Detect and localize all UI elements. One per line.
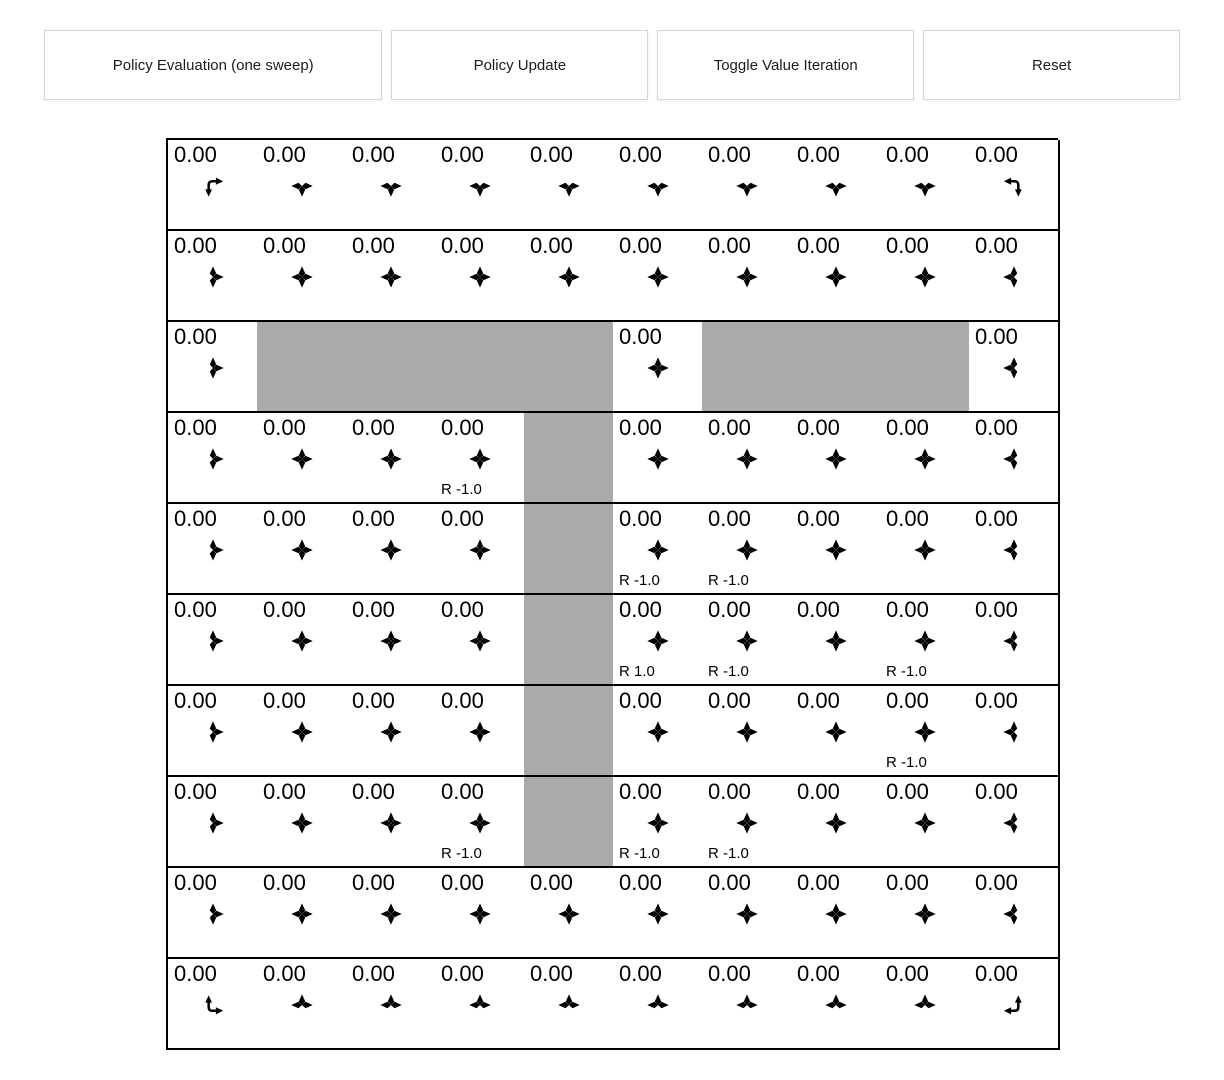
cell-value: 0.00: [797, 779, 840, 804]
policy-evaluation-button[interactable]: Policy Evaluation (one sweep): [44, 30, 382, 100]
policy-arrows-up-down-left-icon: [1001, 719, 1027, 745]
cell-value: 0.00: [708, 870, 751, 895]
cell-value: 0.00: [886, 233, 929, 258]
policy-arrows-up-down-left-right-icon: [556, 901, 582, 927]
grid-cell[interactable]: [524, 231, 615, 322]
cell-value: 0.00: [708, 597, 751, 622]
policy-arrows-up-down-left-right-icon: [289, 719, 315, 745]
policy-arrows-up-down-left-right-icon: [734, 446, 760, 472]
cell-value: 0.00: [174, 870, 217, 895]
wall-cell[interactable]: [880, 322, 971, 413]
policy-arrows-up-down-left-right-icon: [823, 537, 849, 563]
grid-cell[interactable]: [613, 504, 704, 595]
grid-cell[interactable]: [791, 140, 882, 231]
policy-arrows-up-down-left-icon: [1001, 537, 1027, 563]
policy-arrows-up-down-left-right-icon: [378, 901, 404, 927]
wall-cell[interactable]: [346, 322, 437, 413]
policy-arrows-up-down-left-right-icon: [823, 901, 849, 927]
grid-cell[interactable]: [257, 413, 348, 504]
cell-value: 0.00: [530, 233, 573, 258]
policy-arrows-down-left-right-icon: [378, 173, 404, 199]
cell-value: 0.00: [441, 415, 484, 440]
policy-arrows-up-down-left-right-icon: [467, 264, 493, 290]
gridworld: [166, 138, 1058, 1050]
grid-cell[interactable]: [168, 322, 259, 413]
policy-arrows-up-left-right-icon: [734, 992, 760, 1018]
cell-value: 0.00: [263, 597, 306, 622]
policy-arrows-up-down-right-icon: [200, 810, 226, 836]
policy-arrows-up-down-left-right-icon: [734, 264, 760, 290]
policy-arrows-up-down-right-icon: [200, 446, 226, 472]
reward-label: R 1.0: [619, 663, 655, 680]
grid-cell[interactable]: [257, 595, 348, 686]
toggle-value-iteration-button[interactable]: Toggle Value Iteration: [657, 30, 914, 100]
policy-arrows-down-left-right-icon: [645, 173, 671, 199]
cell-value: 0.00: [797, 597, 840, 622]
policy-arrows-up-left-right-icon: [912, 992, 938, 1018]
cell-value: 0.00: [886, 961, 929, 986]
cell-value: 0.00: [174, 233, 217, 258]
grid-cell[interactable]: [168, 686, 259, 777]
grid-cell[interactable]: [168, 595, 259, 686]
policy-arrows-up-down-left-right-icon: [734, 719, 760, 745]
cell-value: 0.00: [975, 961, 1018, 986]
grid-cell[interactable]: [435, 140, 526, 231]
grid-cell[interactable]: [702, 140, 793, 231]
policy-arrows-down-left-icon: [1000, 173, 1027, 200]
grid-cell[interactable]: [880, 868, 971, 959]
grid-cell[interactable]: [613, 777, 704, 868]
grid-cell[interactable]: [613, 595, 704, 686]
reward-label: R -1.0: [708, 845, 749, 862]
grid-cell[interactable]: [880, 231, 971, 322]
cell-value: 0.00: [263, 506, 306, 531]
grid-cell[interactable]: [702, 413, 793, 504]
policy-arrows-up-down-left-right-icon: [912, 628, 938, 654]
cell-value: 0.00: [708, 506, 751, 531]
policy-arrows-up-left-right-icon: [467, 992, 493, 1018]
grid-cell[interactable]: [168, 140, 259, 231]
cell-value: 0.00: [619, 142, 662, 167]
reset-button[interactable]: Reset: [923, 30, 1180, 100]
grid-cell[interactable]: [880, 504, 971, 595]
policy-arrows-up-down-left-right-icon: [467, 719, 493, 745]
grid-cell[interactable]: [346, 231, 437, 322]
cell-value: 0.00: [263, 779, 306, 804]
grid-cell[interactable]: [257, 140, 348, 231]
cell-value: 0.00: [886, 688, 929, 713]
cell-value: 0.00: [619, 688, 662, 713]
cell-value: 0.00: [441, 870, 484, 895]
policy-arrows-up-down-left-right-icon: [378, 537, 404, 563]
grid-cell[interactable]: [791, 231, 882, 322]
policy-arrows-up-down-left-right-icon: [378, 719, 404, 745]
policy-arrows-up-down-left-right-icon: [734, 537, 760, 563]
grid-cell[interactable]: [257, 504, 348, 595]
grid-cell[interactable]: [257, 868, 348, 959]
grid-cell[interactable]: [257, 959, 348, 1050]
cell-value: 0.00: [530, 961, 573, 986]
cell-value: 0.00: [174, 688, 217, 713]
grid-cell[interactable]: [613, 231, 704, 322]
policy-arrows-up-down-left-right-icon: [467, 901, 493, 927]
policy-arrows-up-down-left-right-icon: [467, 628, 493, 654]
cell-value: 0.00: [441, 688, 484, 713]
cell-value: 0.00: [352, 779, 395, 804]
cell-value: 0.00: [797, 961, 840, 986]
policy-arrows-up-down-left-right-icon: [289, 628, 315, 654]
cell-value: 0.00: [708, 961, 751, 986]
cell-value: 0.00: [263, 142, 306, 167]
grid-cell[interactable]: [880, 686, 971, 777]
cell-value: 0.00: [797, 506, 840, 531]
grid-cell[interactable]: [880, 959, 971, 1050]
cell-value: 0.00: [619, 233, 662, 258]
cell-value: 0.00: [263, 961, 306, 986]
policy-arrows-up-down-left-right-icon: [823, 264, 849, 290]
policy-arrows-up-down-left-icon: [1001, 901, 1027, 927]
cell-value: 0.00: [263, 415, 306, 440]
grid-cell[interactable]: [168, 231, 259, 322]
grid-cell[interactable]: [880, 595, 971, 686]
grid-cell[interactable]: [346, 595, 437, 686]
grid-cell[interactable]: [346, 868, 437, 959]
policy-arrows-up-down-left-right-icon: [467, 810, 493, 836]
policy-arrows-up-down-left-right-icon: [734, 901, 760, 927]
cell-value: 0.00: [174, 597, 217, 622]
policy-arrows-up-down-left-right-icon: [645, 355, 671, 381]
policy-arrows-up-down-left-right-icon: [645, 537, 671, 563]
cell-value: 0.00: [263, 870, 306, 895]
policy-arrows-down-left-right-icon: [289, 173, 315, 199]
grid-cell[interactable]: [168, 777, 259, 868]
cell-value: 0.00: [441, 233, 484, 258]
wall-cell[interactable]: [524, 595, 615, 686]
grid-cell[interactable]: [346, 504, 437, 595]
cell-value: 0.00: [708, 779, 751, 804]
cell-value: 0.00: [975, 233, 1018, 258]
policy-arrows-up-down-left-icon: [1001, 810, 1027, 836]
cell-value: 0.00: [352, 233, 395, 258]
cell-value: 0.00: [975, 870, 1018, 895]
cell-value: 0.00: [441, 597, 484, 622]
cell-value: 0.00: [619, 779, 662, 804]
cell-value: 0.00: [174, 415, 217, 440]
policy-arrows-up-down-left-icon: [1001, 264, 1027, 290]
grid-cell[interactable]: [168, 868, 259, 959]
grid-cell[interactable]: [613, 413, 704, 504]
grid-cell[interactable]: [702, 595, 793, 686]
cell-value: 0.00: [975, 597, 1018, 622]
grid-cell[interactable]: [524, 140, 615, 231]
policy-arrows-up-down-left-right-icon: [734, 810, 760, 836]
policy-arrows-up-down-left-right-icon: [645, 264, 671, 290]
policy-arrows-up-down-left-right-icon: [912, 264, 938, 290]
policy-arrows-up-down-right-icon: [200, 264, 226, 290]
cell-value: 0.00: [975, 324, 1018, 349]
grid-cell[interactable]: [791, 777, 882, 868]
policy-arrows-up-down-left-right-icon: [823, 628, 849, 654]
grid-cell[interactable]: [613, 322, 704, 413]
policy-arrows-up-down-left-right-icon: [378, 264, 404, 290]
cell-value: 0.00: [797, 415, 840, 440]
grid-cell[interactable]: [435, 686, 526, 777]
cell-value: 0.00: [352, 506, 395, 531]
grid-cell[interactable]: [435, 959, 526, 1050]
policy-arrows-up-down-left-right-icon: [467, 446, 493, 472]
wall-cell[interactable]: [524, 686, 615, 777]
cell-value: 0.00: [352, 142, 395, 167]
policy-arrows-up-down-left-right-icon: [378, 628, 404, 654]
grid-cell[interactable]: [791, 686, 882, 777]
grid-cell[interactable]: [702, 959, 793, 1050]
cell-value: 0.00: [708, 142, 751, 167]
cell-value: 0.00: [174, 324, 217, 349]
cell-value: 0.00: [174, 779, 217, 804]
reward-label: R -1.0: [619, 572, 660, 589]
wall-cell[interactable]: [524, 413, 615, 504]
policy-arrows-up-right-icon: [199, 992, 226, 1019]
policy-arrows-up-down-left-right-icon: [378, 446, 404, 472]
policy-arrows-up-down-left-right-icon: [289, 901, 315, 927]
wall-cell[interactable]: [791, 322, 882, 413]
grid-cell[interactable]: [791, 504, 882, 595]
cell-value: 0.00: [797, 688, 840, 713]
cell-value: 0.00: [886, 779, 929, 804]
grid-cell[interactable]: [969, 231, 1060, 322]
wall-cell[interactable]: [702, 322, 793, 413]
cell-value: 0.00: [886, 597, 929, 622]
reward-label: R -1.0: [619, 845, 660, 862]
reward-label: R -1.0: [708, 663, 749, 680]
grid-cell[interactable]: [969, 686, 1060, 777]
cell-value: 0.00: [797, 870, 840, 895]
reward-label: R -1.0: [441, 481, 482, 498]
policy-arrows-up-down-left-right-icon: [912, 719, 938, 745]
grid-cell[interactable]: [969, 504, 1060, 595]
grid-cell[interactable]: [969, 322, 1060, 413]
policy-arrows-up-down-left-right-icon: [289, 810, 315, 836]
cell-value: 0.00: [441, 142, 484, 167]
cell-value: 0.00: [886, 506, 929, 531]
grid-cell[interactable]: [435, 413, 526, 504]
grid-cell[interactable]: [346, 959, 437, 1050]
wall-cell[interactable]: [257, 322, 348, 413]
policy-arrows-up-down-left-right-icon: [823, 446, 849, 472]
reward-label: R -1.0: [708, 572, 749, 589]
cell-value: 0.00: [619, 961, 662, 986]
cell-value: 0.00: [441, 961, 484, 986]
toolbar: [44, 30, 1180, 100]
policy-update-button[interactable]: Policy Update: [391, 30, 648, 100]
grid-cell[interactable]: [346, 140, 437, 231]
policy-arrows-up-down-left-right-icon: [467, 537, 493, 563]
reward-label: R -1.0: [886, 754, 927, 771]
grid-cell[interactable]: [702, 868, 793, 959]
policy-arrows-down-left-right-icon: [467, 173, 493, 199]
policy-arrows-up-down-left-right-icon: [289, 264, 315, 290]
cell-value: 0.00: [530, 142, 573, 167]
policy-arrows-up-down-left-right-icon: [823, 719, 849, 745]
grid-cell[interactable]: [613, 140, 704, 231]
policy-arrows-up-left-right-icon: [645, 992, 671, 1018]
grid-cell[interactable]: [880, 140, 971, 231]
cell-value: 0.00: [886, 415, 929, 440]
policy-arrows-up-down-left-right-icon: [823, 810, 849, 836]
policy-arrows-up-down-left-icon: [1001, 628, 1027, 654]
cell-value: 0.00: [263, 233, 306, 258]
cell-value: 0.00: [708, 233, 751, 258]
policy-arrows-up-down-left-right-icon: [734, 628, 760, 654]
grid-cell[interactable]: [257, 231, 348, 322]
grid-cell[interactable]: [969, 595, 1060, 686]
cell-value: 0.00: [619, 506, 662, 531]
cell-value: 0.00: [975, 142, 1018, 167]
policy-arrows-up-down-left-right-icon: [645, 628, 671, 654]
policy-arrows-up-down-left-right-icon: [289, 446, 315, 472]
policy-arrows-up-down-left-right-icon: [378, 810, 404, 836]
cell-value: 0.00: [174, 142, 217, 167]
cell-value: 0.00: [708, 688, 751, 713]
cell-value: 0.00: [441, 506, 484, 531]
grid-cell[interactable]: [257, 777, 348, 868]
grid-cell[interactable]: [435, 868, 526, 959]
grid-cell[interactable]: [168, 959, 259, 1050]
policy-arrows-up-down-left-right-icon: [645, 901, 671, 927]
cell-value: 0.00: [619, 870, 662, 895]
policy-arrows-up-left-right-icon: [378, 992, 404, 1018]
policy-arrows-down-left-right-icon: [556, 173, 582, 199]
policy-arrows-up-down-left-right-icon: [645, 446, 671, 472]
grid-cell[interactable]: [969, 140, 1060, 231]
policy-arrows-up-left-right-icon: [289, 992, 315, 1018]
wall-cell[interactable]: [435, 322, 526, 413]
cell-value: 0.00: [352, 688, 395, 713]
policy-arrows-up-down-left-right-icon: [912, 810, 938, 836]
policy-arrows-down-left-right-icon: [734, 173, 760, 199]
grid-cell[interactable]: [168, 504, 259, 595]
grid-cell[interactable]: [702, 777, 793, 868]
policy-arrows-up-down-left-icon: [1001, 355, 1027, 381]
policy-arrows-up-down-left-right-icon: [556, 264, 582, 290]
cell-value: 0.00: [263, 688, 306, 713]
cell-value: 0.00: [975, 779, 1018, 804]
cell-value: 0.00: [886, 870, 929, 895]
policy-arrows-up-left-right-icon: [823, 992, 849, 1018]
wall-cell[interactable]: [524, 504, 615, 595]
grid-cell[interactable]: [880, 777, 971, 868]
grid-cell[interactable]: [346, 413, 437, 504]
policy-arrows-up-down-right-icon: [200, 355, 226, 381]
cell-value: 0.00: [441, 779, 484, 804]
cell-value: 0.00: [352, 961, 395, 986]
grid-cell[interactable]: [346, 777, 437, 868]
grid-cell[interactable]: [791, 413, 882, 504]
policy-arrows-up-down-right-icon: [200, 901, 226, 927]
grid-cell[interactable]: [524, 868, 615, 959]
grid-cell[interactable]: [168, 413, 259, 504]
wall-cell[interactable]: [524, 322, 615, 413]
grid-cell[interactable]: [257, 686, 348, 777]
policy-arrows-down-left-right-icon: [912, 173, 938, 199]
grid-cell[interactable]: [435, 595, 526, 686]
grid-cell[interactable]: [613, 959, 704, 1050]
grid-cell[interactable]: [702, 504, 793, 595]
reward-label: R -1.0: [441, 845, 482, 862]
grid-cell[interactable]: [791, 959, 882, 1050]
policy-arrows-up-down-right-icon: [200, 719, 226, 745]
cell-value: 0.00: [174, 961, 217, 986]
grid-cell[interactable]: [613, 686, 704, 777]
grid-cell[interactable]: [880, 413, 971, 504]
policy-arrows-up-down-left-right-icon: [912, 537, 938, 563]
grid-cell[interactable]: [791, 595, 882, 686]
cell-value: 0.00: [797, 142, 840, 167]
policy-arrows-up-down-left-right-icon: [645, 719, 671, 745]
grid-cell[interactable]: [791, 868, 882, 959]
policy-arrows-down-right-icon: [199, 173, 226, 200]
cell-value: 0.00: [352, 597, 395, 622]
cell-value: 0.00: [174, 506, 217, 531]
policy-arrows-up-down-right-icon: [200, 628, 226, 654]
policy-arrows-up-down-left-right-icon: [912, 446, 938, 472]
policy-arrows-up-left-icon: [1000, 992, 1027, 1019]
cell-value: 0.00: [708, 415, 751, 440]
cell-value: 0.00: [619, 324, 662, 349]
grid-cell[interactable]: [702, 231, 793, 322]
cell-value: 0.00: [619, 597, 662, 622]
policy-arrows-up-down-left-icon: [1001, 446, 1027, 472]
cell-value: 0.00: [975, 415, 1018, 440]
policy-arrows-up-down-left-right-icon: [912, 901, 938, 927]
cell-value: 0.00: [975, 688, 1018, 713]
policy-arrows-up-left-right-icon: [556, 992, 582, 1018]
grid-cell[interactable]: [435, 504, 526, 595]
cell-value: 0.00: [619, 415, 662, 440]
grid-cell[interactable]: [524, 959, 615, 1050]
grid-cell[interactable]: [702, 686, 793, 777]
cell-value: 0.00: [975, 506, 1018, 531]
cell-value: 0.00: [886, 142, 929, 167]
grid-cell[interactable]: [969, 777, 1060, 868]
grid-cell[interactable]: [613, 868, 704, 959]
grid-cell[interactable]: [969, 868, 1060, 959]
grid-cell[interactable]: [435, 777, 526, 868]
grid-cell[interactable]: [969, 959, 1060, 1050]
cell-value: 0.00: [530, 870, 573, 895]
policy-arrows-up-down-right-icon: [200, 537, 226, 563]
wall-cell[interactable]: [524, 777, 615, 868]
grid-cell[interactable]: [969, 413, 1060, 504]
reward-label: R -1.0: [886, 663, 927, 680]
policy-arrows-up-down-left-right-icon: [289, 537, 315, 563]
cell-value: 0.00: [352, 415, 395, 440]
grid-cell[interactable]: [346, 686, 437, 777]
policy-arrows-up-down-left-right-icon: [645, 810, 671, 836]
policy-arrows-down-left-right-icon: [823, 173, 849, 199]
grid-cell[interactable]: [435, 231, 526, 322]
cell-value: 0.00: [797, 233, 840, 258]
cell-value: 0.00: [352, 870, 395, 895]
